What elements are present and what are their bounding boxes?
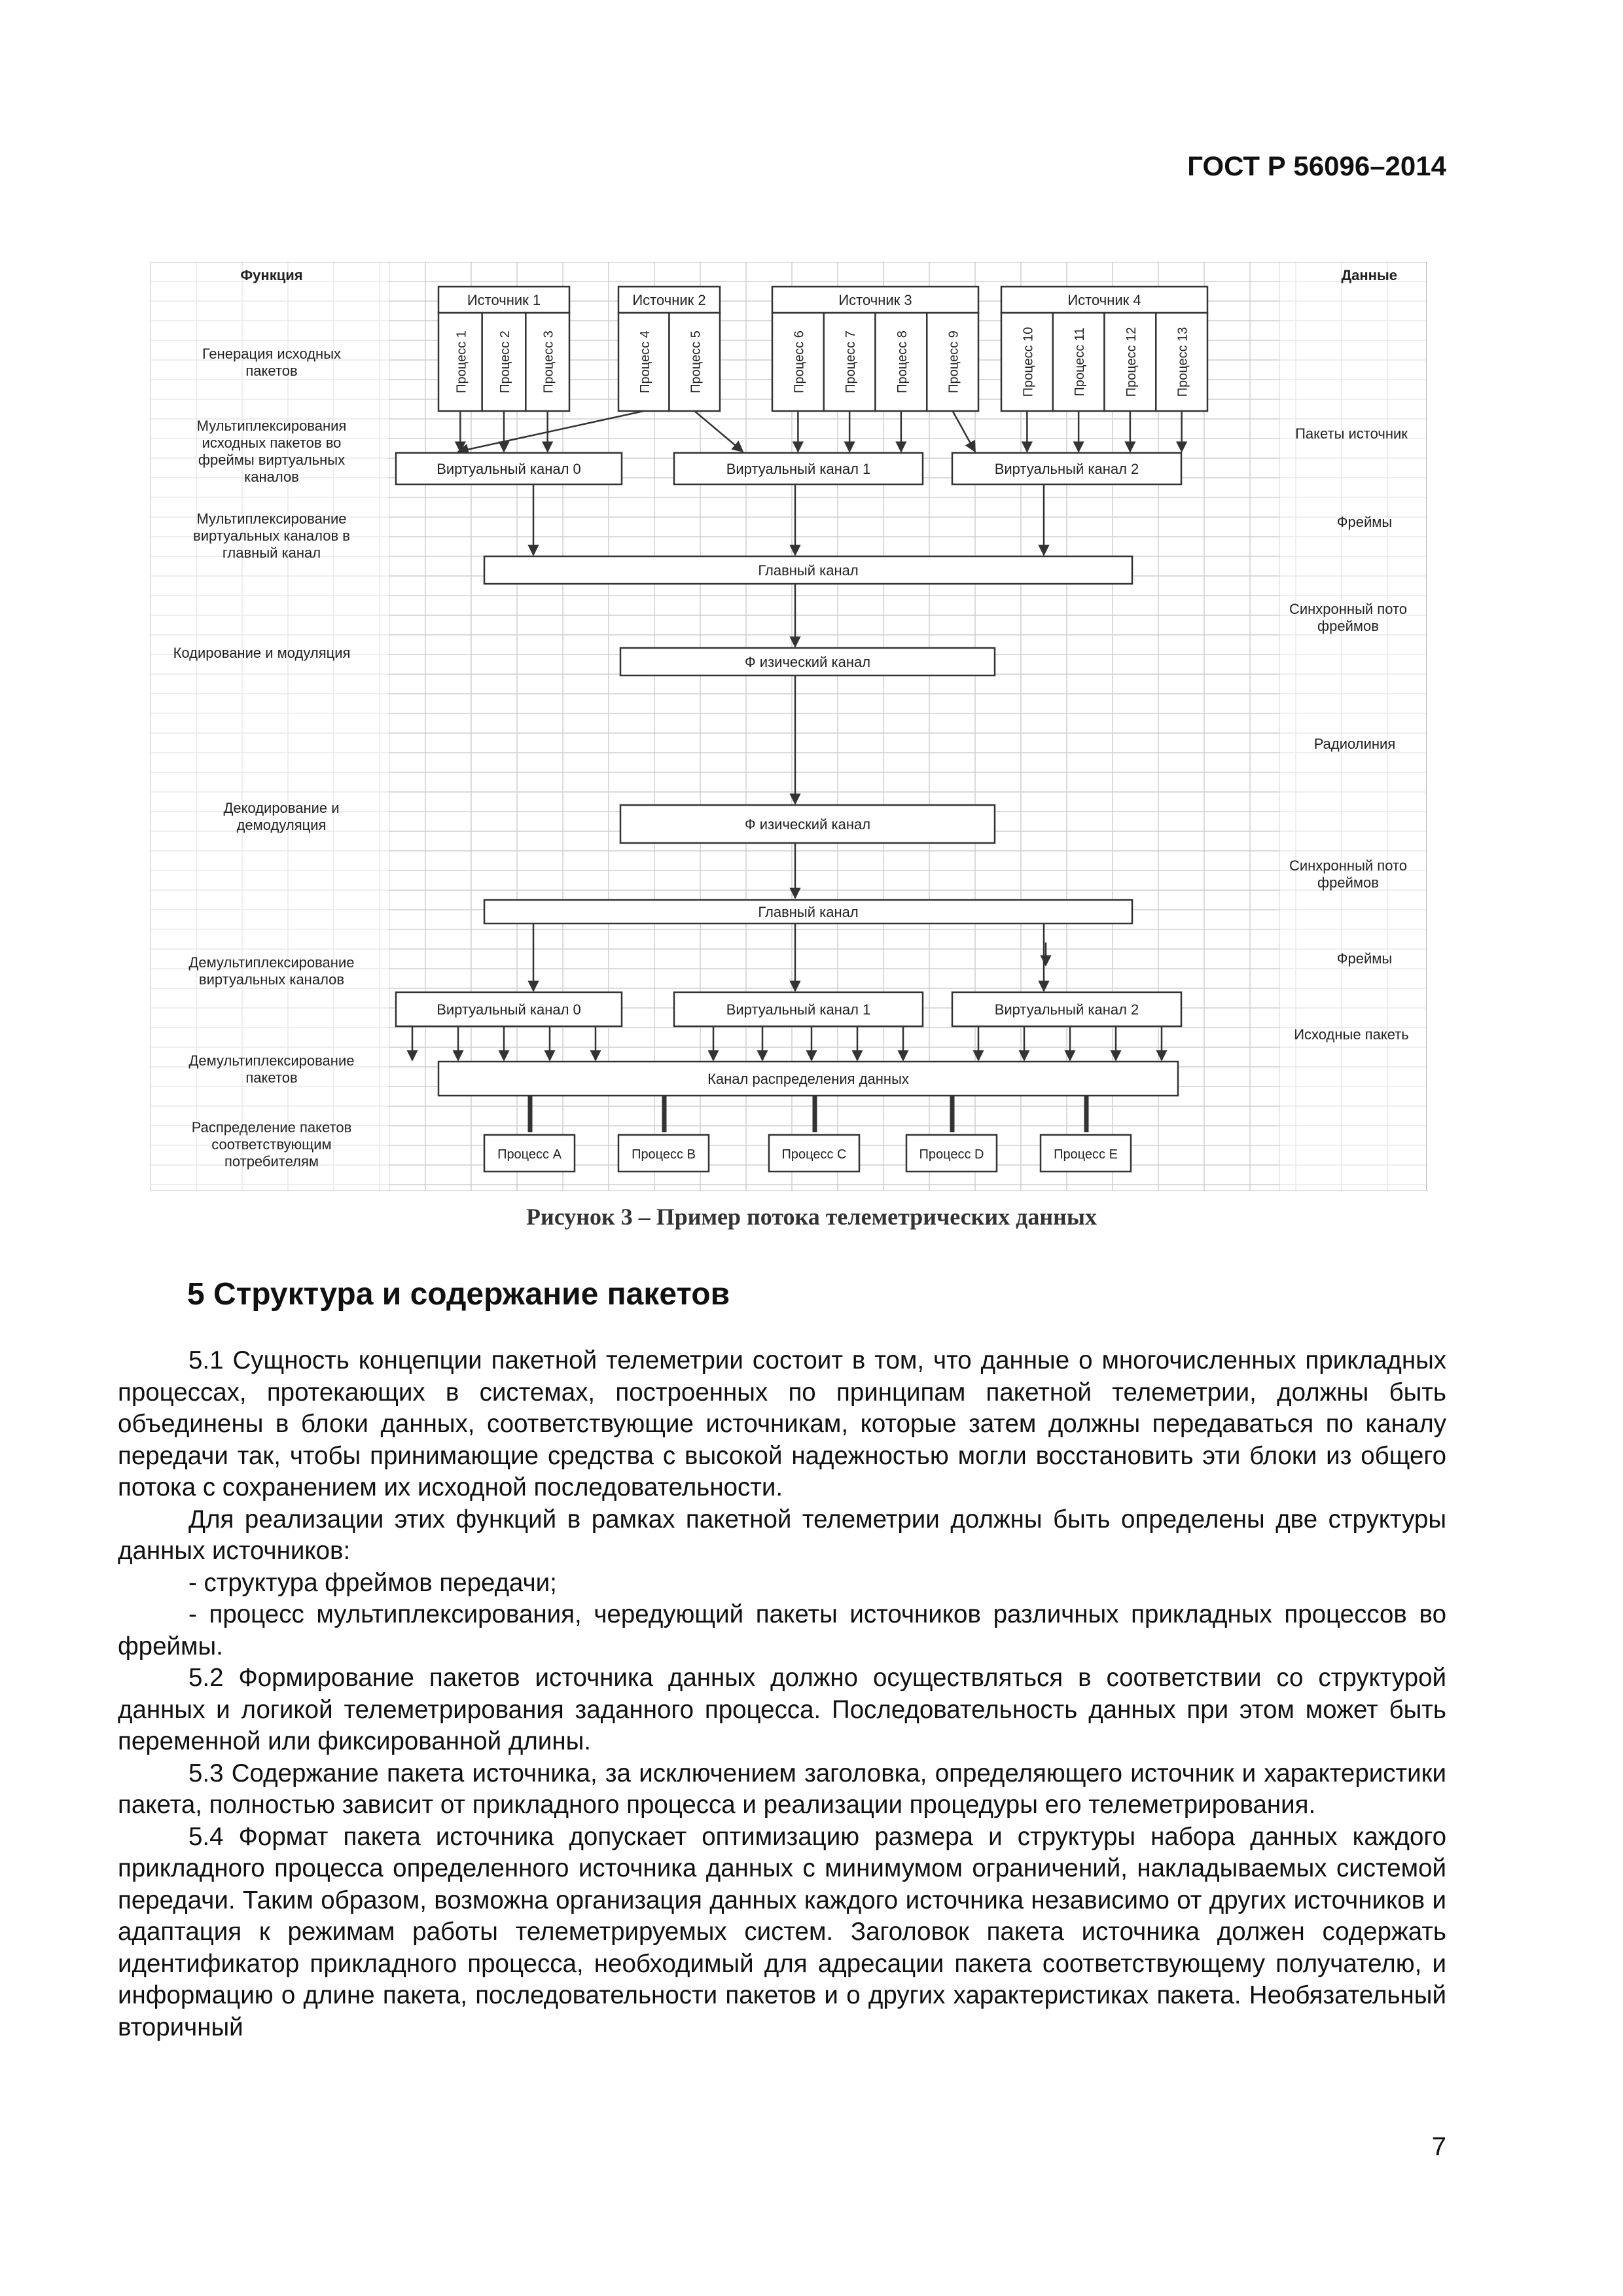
function-label: Кодирование и модуляция — [173, 645, 351, 661]
process-label: Процесс 6 — [792, 331, 807, 393]
function-label: главный канал — [222, 545, 321, 561]
data-label: фреймов — [1317, 618, 1379, 634]
process-label: Процесс 9 — [946, 331, 961, 393]
list-item: - процесс мультиплексирования, чередующий пакеты источников различных прикладных процессов во фреймы. — [118, 1600, 1446, 1660]
source-label: Источник 2 — [632, 292, 706, 308]
consumer-process-label: Процесс C — [781, 1147, 847, 1162]
data-column-header: Данные — [1341, 267, 1397, 283]
data-label: Радиолиния — [1313, 736, 1396, 752]
paragraph: 5.1 Сущность концепции пакетной телеметрии состоит в том, что данные о многочисленных прикладных процессах, протекающих в системах, построенных по принципам пакетной телеметрии, должны быть объединены в блоки данных, соответствующие источникам, которые затем должны передаваться по каналу передачи так, чтобы принимающие средства с высокой надежностью могли восстановить эти блоки из общего потока с сохранением их исходной последовательности. — [118, 1346, 1446, 1501]
data-label: Синхронный пото — [1289, 857, 1408, 874]
process-label: Процесс 4 — [637, 331, 652, 393]
data-label: Исходные пакеть — [1294, 1026, 1409, 1043]
connector-line — [953, 411, 975, 452]
data-column — [1279, 262, 1427, 1191]
virtual-channel-label: Виртуальный канал 1 — [726, 1001, 871, 1018]
page-number: 7 — [1431, 2132, 1446, 2161]
virtual-channel-label: Виртуальный канал 1 — [726, 461, 871, 477]
function-label: Мультиплексирование — [196, 511, 347, 527]
function-label: исходных пакетов во — [202, 435, 342, 451]
function-column-header: Функция — [240, 267, 303, 283]
paragraph: 5.4 Формат пакета источника допускает оптимизацию размера и структуры набора данных каждого прикладного процесса определенного источника данных с минимумом ограничений, накладываемых системой передачи. Таким образом, возможна организация данных каждого источника независимо от других источников и адаптация к режимам работы телеметрируемых систем. Заголовок пакета источника должен содержать идентификатор прикладного процесса, необходимый для адресации пакета соответствующему получателю, и информацию о длине пакета, последовательности пакетов и о других характеристиках пакета. Необязательный вторичный — [118, 1822, 1446, 2041]
data-label: Пакеты источник — [1295, 425, 1408, 442]
source-label: Источник 3 — [838, 292, 912, 308]
list-item: - структура фреймов передачи; — [188, 1568, 557, 1597]
function-label: виртуальных каналов — [198, 971, 345, 988]
document-header: ГОСТ Р 56096–2014 — [1187, 151, 1446, 181]
virtual-channel-label: Виртуальный канал 0 — [437, 1001, 581, 1018]
process-label: Процесс 2 — [498, 331, 512, 393]
function-column — [151, 262, 389, 1191]
data-label: Синхронный пото — [1289, 601, 1408, 617]
function-label: пакетов — [245, 1069, 298, 1086]
function-label: Декодирование и — [223, 800, 340, 816]
consumer-process-label: Процесс B — [632, 1147, 696, 1162]
function-label: Генерация исходных — [202, 346, 342, 362]
physical-channel-label: Ф изический канал — [744, 654, 871, 670]
distribution-channel-label: Канал распределения данных — [707, 1071, 909, 1087]
function-label: виртуальных каналов в — [193, 528, 350, 544]
consumer-process-label: Процесс A — [497, 1147, 562, 1162]
source-label: Источник 1 — [467, 292, 541, 308]
process-label: Процесс 3 — [541, 331, 556, 393]
virtual-channel-label: Виртуальный канал 0 — [437, 461, 581, 477]
virtual-channel-label: Виртуальный канал 2 — [994, 1001, 1139, 1018]
connector-line — [694, 411, 743, 452]
process-label: Процесс 12 — [1124, 327, 1139, 397]
consumer-process-label: Процесс D — [919, 1147, 984, 1162]
process-label: Процесс 1 — [454, 331, 469, 393]
body-text — [118, 1345, 1446, 2043]
function-label: демодуляция — [236, 817, 327, 833]
figure-caption: Рисунок 3 – Пример потока телеметрических данных — [526, 1204, 1097, 1230]
section-heading: 5 Структура и содержание пакетов — [187, 1277, 730, 1312]
paragraph: 5.2 Формирование пакетов источника данных должно осуществляться в соответствии со структурой данных и логикой телеметрирования заданного процесса. Последовательность данных при этом может быть переменной или фиксированной длины. — [118, 1664, 1446, 1755]
function-label: Распределение пакетов — [191, 1119, 352, 1136]
function-label: Демультиплексирование — [188, 1052, 355, 1069]
paragraph: 5.3 Содержание пакета источника, за исключением заголовка, определяющего источник и характеристики пакета, полностью зависит от прикладного процесса и реализации процедуры его телеметрирования. — [118, 1759, 1446, 1819]
function-label: Мультиплексирования — [196, 418, 347, 434]
telemetry-flow-diagram — [151, 262, 1427, 1191]
paragraph: Для реализации этих функций в рамках пакетной телеметрии должны быть определены две структуры данных источников: — [118, 1505, 1446, 1565]
function-label: пакетов — [245, 363, 298, 379]
process-label: Процесс 11 — [1073, 327, 1088, 397]
data-label: Фреймы — [1336, 514, 1393, 530]
physical-channel-label: Ф изический канал — [744, 816, 871, 833]
connector-line — [458, 411, 644, 452]
function-label: потребителям — [224, 1153, 319, 1170]
main-channel-label: Главный канал — [758, 904, 859, 920]
function-label: Демультиплексирование — [188, 954, 355, 971]
function-label: соответствующим — [211, 1136, 332, 1153]
data-label: фреймов — [1317, 874, 1379, 891]
process-label: Процесс 5 — [688, 331, 704, 393]
process-label: Процесс 7 — [844, 331, 859, 393]
main-channel-label: Главный канал — [758, 562, 859, 579]
process-label: Процесс 13 — [1175, 327, 1190, 397]
process-label: Процесс 8 — [895, 331, 910, 393]
data-label: Фреймы — [1336, 950, 1393, 967]
telemetry-flow-figure — [151, 262, 1427, 1191]
process-label: Процесс 10 — [1021, 327, 1036, 397]
function-label: каналов — [244, 469, 299, 485]
source-label: Источник 4 — [1067, 292, 1141, 308]
function-label: фреймы виртуальных — [198, 452, 346, 468]
consumer-process-label: Процесс E — [1054, 1147, 1118, 1162]
virtual-channel-label: Виртуальный канал 2 — [994, 461, 1139, 477]
